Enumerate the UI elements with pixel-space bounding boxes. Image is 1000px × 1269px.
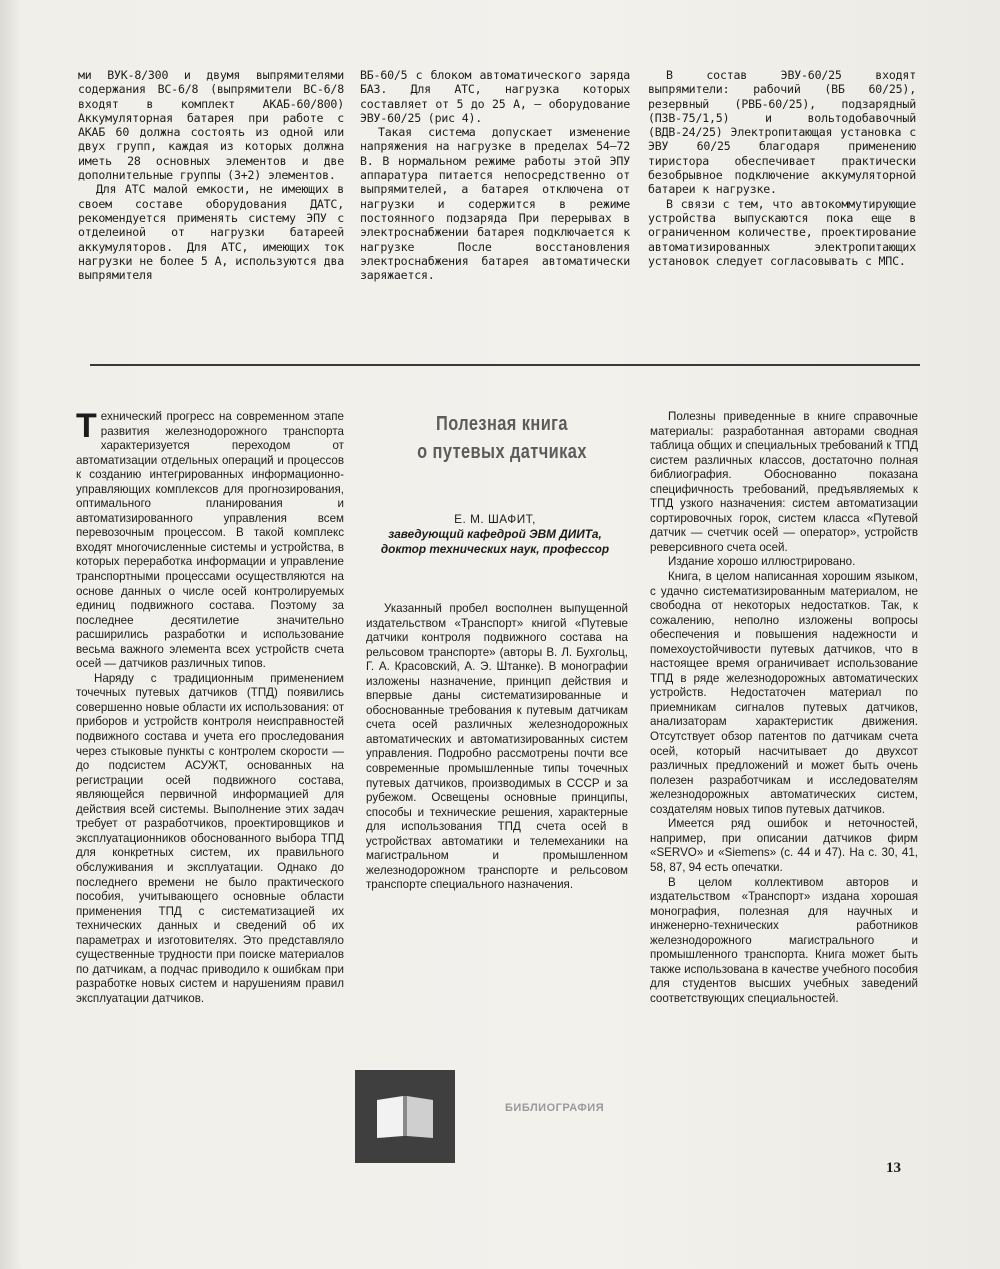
author-degree: доктор технических наук, профессор — [380, 542, 610, 556]
bibliography-logo — [355, 1070, 455, 1163]
top-column-2 — [360, 68, 630, 282]
drop-cap: Т — [76, 407, 97, 445]
paragraph: В состав ЭВУ-60/25 входят выпрямители: рабочий (ВБ 60/25), резервный (РВБ-60/25), подзарядный (ПЗВ-75/1,5) и вольтодобавочный (ВДВ-24/25) Электропитающая установка с ЭВУ 60/25 благодаря применению тиристора обеспечивает практически безобрывное подключение аккумуляторной батареи к нагрузке. — [648, 68, 916, 197]
article-column-3 — [650, 410, 918, 1006]
author-position: заведующий кафедрой ЭВМ ДИИТа, — [388, 527, 602, 541]
paragraph: Издание хорошо иллюстрировано. — [668, 555, 856, 569]
paragraph: Книга, в целом написанная хорошим языком, с удачно систематизированным материалом, не свободна от некоторых недостатков. Так, к сожалению, неполно изложены вопросы обеспечения и повышения надежности и помехоустойчивости путевых датчиков, что в настоящее время ограничивает использование ТПД в ряде железнодорожных автоматических устройств. Недостаточен материал по приемникам сигналов путевых датчиков, анализаторам характеристик движения. Отсутствует обзор патентов по датчикам счета осей, который насчитывает до двухсот различных предложений и может быть очень полезен разработчикам и исследователям железнодорожных автоматических систем, создателям новых типов путевых датчиков. — [650, 570, 918, 816]
section-label: БИБЛИОГРАФИЯ — [505, 1102, 605, 1114]
paragraph: ми ВУК-8/300 и двумя выпрямителями содержания ВС-6/8 (выпрямители ВС-6/8 входят в комплект АКАБ-60/800) Аккумуляторная батарея при работе с АКАБ 60 должна состоять из одной или двух групп, каждая из которых должна иметь 28 основных элементов и две дополнительные группы (3+2) элементов. — [78, 68, 344, 183]
top-column-1 — [78, 68, 344, 282]
article-column-1 — [76, 407, 344, 1006]
paragraph: ВБ-60/5 с блоком автоматического заряда БАЗ. Для АТС, нагрузка которых составляет от 5 до 25 А, — оборудование ЭВУ-60/25 (рис 4). — [360, 68, 630, 125]
top-column-3 — [648, 68, 916, 268]
paragraph: Указанный пробел восполнен выпущенной издательством «Транспорт» книгой «Путевые датчики контроля подвижного состава на рельсовом транспорте» (авторы В. Л. Бухгольц, Г. А. Красовский, А. Э. Штанке). В монографии изложены назначение, принцип действия и впервые даны систематизированные и обоснованные требования к путевым датчикам счета осей различных железнодорожных автоматических и автоматизированных систем управления. Подробно рассмотрены почти все современные промышленные типы точечных путевых датчиков, производимых в СССР и за рубежом. Освещены основные принципы, способы и технические решения, характерные для использования ТПД счета осей в устройствах автоматики и телемеханики на магистральном и промышленном железнодорожном транспорте и рельсовом транспорте специального назначения. — [366, 602, 628, 892]
title-line: Полезная книга — [436, 413, 568, 435]
paragraph: В целом коллективом авторов и издательством «Транспорт» издана хорошая монография, полезная для научных и инженерно-технических работников железнодорожного магистрального и промышленного транспорта. Книга может быть также использована в качестве учебного пособия для студентов высших учебных заведений соответствующих специальностей. — [650, 875, 918, 1005]
title-line: о путевых датчиках — [417, 441, 587, 463]
paragraph: Такая система допускает изменение напряжения на нагрузке в пределах 54—72 В. В нормальном режиме работы этой ЭПУ аппаратура питается непосредственно от выпрямителей, а батарея отключена от нагрузки и содержится в режиме постоянного подзаряда При перерывах в электроснабжении батарея подключается к нагрузке После восстановления электроснабжения батарея автоматически заряжается. — [360, 125, 630, 283]
section-divider — [90, 364, 920, 366]
paragraph-text: ехнический прогресс на современном этапе развития железнодорожного транспорта характеризуется переходом от автоматизации отдельных операций и процессов к созданию интегрированных информационно-управляющих комплексов для прогнозирования, оптимального планирования и автоматизированного управления всем перевозочным процессом. В такой комплекс входят многочисленные системы и устройства, в которых переработка информации и управление транспортными процессами осуществляются на основе данных о числе осей контролируемых единиц подвижного состава. Поэтому за последнее десятилетие значительно расширились разработки и использование весьма важного элемента всех устройств счета осей — датчиков различных типов. — [76, 410, 344, 671]
paragraph: Наряду с традиционным применением точечных путевых датчиков (ТПД) появились совершенно новые области их использования: от приборов и устройств контроля неисправностей подвижного состава и учета его проследования через стыковые пункты с контролем скорости — до подсистем АСУЖТ, основанных на регистрации осей подвижного состава, являющейся первичной информацией для действия всей системы. Выполнение этих задач требует от разработчиков, проектировщиков и эксплуатационников обоснованного выбора ТПД для конкретных систем, их правильного обслуживания и эксплуатации. Однако до последнего времени не было практического пособия, учитывающего основные области применения ТПД с систематизацией их технических данных и сведений об их параметрах и изготовителях. Это представляло существенные трудности при поиске материалов по датчикам, а подчас приводило к ошибкам при разработке новых систем и нарушениям правил эксплуатации датчиков. — [76, 671, 344, 1005]
page-number: 13 — [886, 1160, 901, 1176]
article-column-2 — [366, 602, 628, 893]
open-book-icon — [373, 1094, 437, 1140]
paragraph: В связи с тем, что автокоммутирующие устройства выпускаются пока еще в ограниченном количестве, проектирование автоматизированных электропитающих установок следует согласовывать с МПС. — [648, 196, 916, 268]
article-title — [404, 410, 601, 466]
paragraph: Полезны приведенные в книге справочные материалы: разработанная авторами сводная таблица общих и специальных требований к ТПД систем различных классов, достаточно полная библиография. Обоснованно показана специфичность требований, предъявляемых к ТПД узкого назначения: систем автоматизации сортировочных горок, систем класса «Путевой датчик — счетчик осей — оператор», устройств реверсивного счета осей. — [650, 410, 918, 554]
paragraph-with-dropcap — [76, 407, 344, 672]
author-name: Е. М. ШАФИТ, — [454, 512, 536, 526]
paragraph: Имеется ряд ошибок и неточностей, например, при описании датчиков фирм «SERVO» и «Siemens» (с. 44 и 47). На с. 30, 41, 58, 87, 94 есть опечатки. — [650, 817, 918, 874]
paragraph: Для АТС малой емкости, не имеющих в своем составе оборудования ДАТС, рекомендуется применять систему ЭПУ с отделеиной от нагрузки батареей аккумуляторов. Для АТС, имеющих ток нагрузки не более 5 А, используются два выпрямителя — [78, 182, 344, 283]
author-block — [350, 512, 640, 557]
